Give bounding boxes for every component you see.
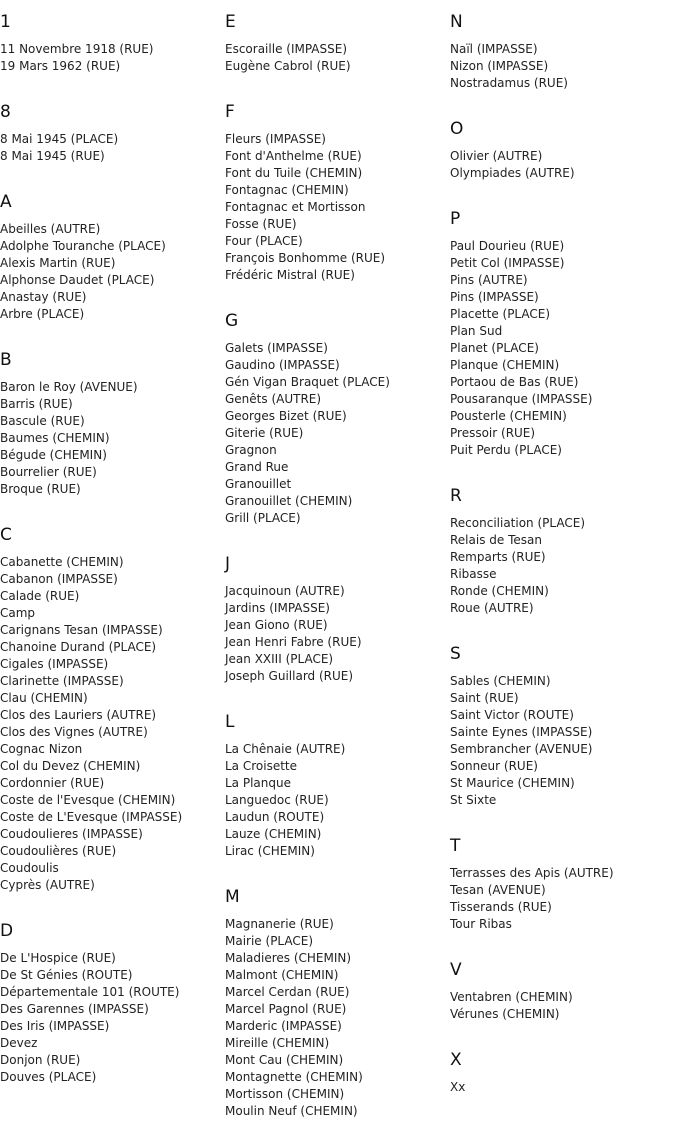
street-link[interactable]: Planet (PLACE) <box>450 341 539 355</box>
street-link[interactable]: Mont Cau (CHEMIN) <box>225 1053 344 1067</box>
street-list <box>450 989 672 1023</box>
street-link[interactable]: Ribasse <box>450 567 497 581</box>
street-link[interactable]: Marcel Pagnol (RUE) <box>225 1002 347 1016</box>
index-column-2 <box>225 0 447 1120</box>
street-link[interactable]: Saint Victor (ROUTE) <box>450 708 574 722</box>
street-link[interactable]: Roue (AUTRE) <box>450 601 534 615</box>
street-link[interactable]: Four (PLACE) <box>225 234 303 248</box>
street-link[interactable]: Bourrelier (RUE) <box>0 465 97 479</box>
street-link[interactable]: Galets (IMPASSE) <box>225 341 328 355</box>
letter-group <box>0 349 222 498</box>
street-list <box>0 554 222 894</box>
street-link[interactable]: Clarinette (IMPASSE) <box>0 674 124 688</box>
street-link[interactable]: Malmont (CHEMIN) <box>225 968 339 982</box>
street-link[interactable]: La Croisette <box>225 759 298 773</box>
letter-group <box>0 191 222 323</box>
letter-heading: G <box>225 311 239 331</box>
letter-heading: C <box>0 525 12 545</box>
street-link[interactable]: Anastay (RUE) <box>0 290 87 304</box>
street-link[interactable]: Grill (PLACE) <box>225 511 301 525</box>
letter-group <box>225 310 447 527</box>
street-link[interactable]: Calade (RUE) <box>0 589 80 603</box>
street-link[interactable]: Sonneur (RUE) <box>450 759 538 773</box>
street-link[interactable]: François Bonhomme (RUE) <box>225 251 386 265</box>
letter-heading: L <box>225 712 235 732</box>
street-link[interactable]: Georges Bizet (RUE) <box>225 409 347 423</box>
street-list <box>450 865 672 933</box>
street-list <box>225 916 447 1120</box>
street-link[interactable]: Reconciliation (PLACE) <box>450 516 585 530</box>
letter-heading: B <box>0 350 12 370</box>
street-link[interactable]: Genêts (AUTRE) <box>225 392 322 406</box>
street-link[interactable]: Magnanerie (RUE) <box>225 917 334 931</box>
street-link[interactable]: Adolphe Touranche (PLACE) <box>0 239 166 253</box>
street-link[interactable]: Donjon (RUE) <box>0 1053 81 1067</box>
street-link[interactable]: Frédéric Mistral (RUE) <box>225 268 355 282</box>
street-link[interactable]: Mireille (CHEMIN) <box>225 1036 330 1050</box>
street-link[interactable]: Olivier (AUTRE) <box>450 149 543 163</box>
street-link[interactable]: St Sixte <box>450 793 497 807</box>
street-link[interactable]: Marcel Cerdan (RUE) <box>225 985 350 999</box>
street-link[interactable]: Marderic (IMPASSE) <box>225 1019 342 1033</box>
letter-heading: D <box>0 921 14 941</box>
letter-group <box>0 920 222 1086</box>
letter-heading: T <box>450 836 461 856</box>
street-link[interactable]: Gaudino (IMPASSE) <box>225 358 340 372</box>
letter-group <box>450 643 672 809</box>
street-list <box>0 950 222 1086</box>
letter-heading: S <box>450 644 461 664</box>
street-link[interactable]: Baron le Roy (AVENUE) <box>0 380 138 394</box>
letter-group <box>450 208 672 459</box>
street-link[interactable]: Départementale 101 (ROUTE) <box>0 985 180 999</box>
letter-group <box>225 711 447 860</box>
street-link[interactable]: Joseph Guillard (RUE) <box>225 669 354 683</box>
street-link[interactable]: Jean Giono (RUE) <box>225 618 328 632</box>
street-link[interactable]: Placette (PLACE) <box>450 307 551 321</box>
street-link[interactable]: Jean XXIII (PLACE) <box>225 652 334 666</box>
letter-group <box>0 11 222 75</box>
street-link[interactable]: Pressoir (RUE) <box>450 426 536 440</box>
street-link[interactable]: Carignans Tesan (IMPASSE) <box>0 623 163 637</box>
street-link[interactable]: Font du Tuile (CHEMIN) <box>225 166 363 180</box>
street-link[interactable]: Saint (RUE) <box>450 691 519 705</box>
street-link[interactable]: Bascule (RUE) <box>0 414 85 428</box>
street-link[interactable]: Giterie (RUE) <box>225 426 304 440</box>
street-link[interactable]: Lirac (CHEMIN) <box>225 844 315 858</box>
street-list <box>450 515 672 617</box>
street-link[interactable]: Coste de L'Evesque (IMPASSE) <box>0 810 183 824</box>
street-list <box>0 131 222 165</box>
street-link[interactable]: Douves (PLACE) <box>0 1070 97 1084</box>
street-link[interactable]: Coste de l'Evesque (CHEMIN) <box>0 793 176 807</box>
street-link[interactable]: Mairie (PLACE) <box>225 934 314 948</box>
street-link[interactable]: Font d'Anthelme (RUE) <box>225 149 362 163</box>
street-link[interactable]: Pins (AUTRE) <box>450 273 528 287</box>
street-list <box>225 583 447 685</box>
street-link[interactable]: Jacquinoun (AUTRE) <box>225 584 345 598</box>
street-link[interactable]: Nizon (IMPASSE) <box>450 59 549 73</box>
street-link[interactable]: Pins (IMPASSE) <box>450 290 539 304</box>
street-link[interactable]: Escoraille (IMPASSE) <box>225 42 348 56</box>
street-link[interactable]: Cigales (IMPASSE) <box>0 657 109 671</box>
street-link[interactable]: Naïl (IMPASSE) <box>450 42 538 56</box>
street-list <box>225 340 447 527</box>
street-link[interactable]: Devez <box>0 1036 38 1050</box>
street-list <box>0 221 222 323</box>
street-link[interactable]: Granouillet <box>225 477 292 491</box>
street-link[interactable]: Moulin Neuf (CHEMIN) <box>225 1104 358 1118</box>
street-link[interactable]: Remparts (RUE) <box>450 550 546 564</box>
street-link[interactable]: De L'Hospice (RUE) <box>0 951 116 965</box>
street-link[interactable]: 19 Mars 1962 (RUE) <box>0 59 121 73</box>
street-link[interactable]: St Maurice (CHEMIN) <box>450 776 575 790</box>
street-link[interactable]: Abeilles (AUTRE) <box>0 222 101 236</box>
street-link[interactable]: Broque (RUE) <box>0 482 81 496</box>
letter-group <box>0 524 222 894</box>
street-link[interactable]: Petit Col (IMPASSE) <box>450 256 565 270</box>
street-link[interactable]: Gragnon <box>225 443 277 457</box>
index-column-1 <box>0 0 222 1086</box>
street-link[interactable]: Planque (CHEMIN) <box>450 358 560 372</box>
street-list <box>450 673 672 809</box>
street-list <box>0 379 222 498</box>
street-link[interactable]: Clos des Lauriers (AUTRE) <box>0 708 157 722</box>
letter-heading: P <box>450 209 461 229</box>
street-link[interactable]: Terrasses des Apis (AUTRE) <box>450 866 614 880</box>
street-link[interactable]: 8 Mai 1945 (PLACE) <box>0 132 119 146</box>
street-list <box>225 741 447 860</box>
letter-group <box>225 553 447 685</box>
letter-group <box>450 11 672 92</box>
street-list <box>450 148 672 182</box>
street-link[interactable]: Relais de Tesan <box>450 533 542 547</box>
letter-heading: V <box>450 960 462 980</box>
street-link[interactable]: Paul Dourieu (RUE) <box>450 239 565 253</box>
street-link[interactable]: Xx <box>450 1080 466 1094</box>
street-link[interactable]: Arbre (PLACE) <box>0 307 85 321</box>
street-link[interactable]: Lauze (CHEMIN) <box>225 827 322 841</box>
letter-heading: O <box>450 119 464 139</box>
street-link[interactable]: Puit Perdu (PLACE) <box>450 443 562 457</box>
street-link[interactable]: Coudoulières (RUE) <box>0 844 117 858</box>
street-link[interactable]: Cabanette (CHEMIN) <box>0 555 124 569</box>
letter-heading: N <box>450 12 463 32</box>
street-link[interactable]: Olympiades (AUTRE) <box>450 166 575 180</box>
street-link[interactable]: Jardins (IMPASSE) <box>225 601 330 615</box>
letter-heading: E <box>225 12 236 32</box>
letter-heading: F <box>225 102 235 122</box>
street-link[interactable]: Clos des Vignes (AUTRE) <box>0 725 148 739</box>
street-link[interactable]: Cognac Nizon <box>0 742 83 756</box>
letter-heading: X <box>450 1050 462 1070</box>
letter-group <box>225 101 447 284</box>
street-link[interactable]: Plan Sud <box>450 324 503 338</box>
street-link[interactable]: Laudun (ROUTE) <box>225 810 325 824</box>
street-link[interactable]: Portaou de Bas (RUE) <box>450 375 579 389</box>
street-link[interactable]: Camp <box>0 606 36 620</box>
street-link[interactable]: Languedoc (RUE) <box>225 793 329 807</box>
street-link[interactable]: Sembrancher (AVENUE) <box>450 742 593 756</box>
street-list <box>225 41 447 75</box>
street-link[interactable]: 11 Novembre 1918 (RUE) <box>0 42 154 56</box>
street-link[interactable]: Montagnette (CHEMIN) <box>225 1070 363 1084</box>
street-link[interactable]: La Chênaie (AUTRE) <box>225 742 346 756</box>
street-link[interactable]: La Planque <box>225 776 291 790</box>
street-link[interactable]: Baumes (CHEMIN) <box>0 431 110 445</box>
street-list <box>450 41 672 92</box>
letter-group <box>225 11 447 75</box>
street-link[interactable]: Des Iris (IMPASSE) <box>0 1019 110 1033</box>
street-link[interactable]: Barris (RUE) <box>0 397 73 411</box>
street-link[interactable]: Bégude (CHEMIN) <box>0 448 107 462</box>
street-link[interactable]: Ventabren (CHEMIN) <box>450 990 573 1004</box>
street-link[interactable]: Grand Rue <box>225 460 289 474</box>
street-link[interactable]: Alphonse Daudet (PLACE) <box>0 273 155 287</box>
street-link[interactable]: 8 Mai 1945 (RUE) <box>0 149 105 163</box>
street-link[interactable]: Pousterle (CHEMIN) <box>450 409 567 423</box>
street-link[interactable]: Nostradamus (RUE) <box>450 76 568 90</box>
street-link[interactable]: Cabanon (IMPASSE) <box>0 572 118 586</box>
street-link[interactable]: Eugène Cabrol (RUE) <box>225 59 351 73</box>
street-list <box>0 41 222 75</box>
street-link[interactable]: Alexis Martin (RUE) <box>0 256 116 270</box>
street-link[interactable]: Chanoine Durand (PLACE) <box>0 640 157 654</box>
letter-heading: 1 <box>0 12 11 32</box>
street-link[interactable]: Mortisson (CHEMIN) <box>225 1087 345 1101</box>
letter-heading: A <box>0 192 12 212</box>
letter-heading: J <box>225 554 231 574</box>
letter-group <box>450 1049 672 1096</box>
street-link[interactable]: Fontagnac (CHEMIN) <box>225 183 349 197</box>
street-link[interactable]: Des Garennes (IMPASSE) <box>0 1002 149 1016</box>
street-link[interactable]: Tour Ribas <box>450 917 512 931</box>
street-link[interactable]: De St Génies (ROUTE) <box>0 968 133 982</box>
street-link[interactable]: Pousaranque (IMPASSE) <box>450 392 593 406</box>
street-link[interactable]: Col du Devez (CHEMIN) <box>0 759 141 773</box>
street-link[interactable]: Fleurs (IMPASSE) <box>225 132 326 146</box>
letter-heading: 8 <box>0 102 11 122</box>
street-link[interactable]: Cyprès (AUTRE) <box>0 878 95 892</box>
street-link[interactable]: Coudoulieres (IMPASSE) <box>0 827 143 841</box>
street-list <box>450 1079 672 1096</box>
street-link[interactable]: Granouillet (CHEMIN) <box>225 494 353 508</box>
letter-group <box>450 485 672 617</box>
street-link[interactable]: Tesan (AVENUE) <box>450 883 546 897</box>
street-link[interactable]: Clau (CHEMIN) <box>0 691 88 705</box>
letter-group <box>450 118 672 182</box>
street-link[interactable]: Jean Henri Fabre (RUE) <box>225 635 362 649</box>
street-link[interactable]: Tisserands (RUE) <box>450 900 552 914</box>
letter-heading: M <box>225 887 240 907</box>
street-link[interactable]: Sables (CHEMIN) <box>450 674 551 688</box>
letter-group <box>450 959 672 1023</box>
street-list <box>450 238 672 459</box>
street-list <box>225 131 447 284</box>
letter-group <box>450 835 672 933</box>
street-link[interactable]: Ronde (CHEMIN) <box>450 584 549 598</box>
letter-heading: R <box>450 486 462 506</box>
street-link[interactable]: Maladieres (CHEMIN) <box>225 951 352 965</box>
index-column-3 <box>450 0 672 1096</box>
letter-group <box>225 886 447 1120</box>
street-link[interactable]: Vérunes (CHEMIN) <box>450 1007 560 1021</box>
street-link[interactable]: Coudoulis <box>0 861 59 875</box>
street-link[interactable]: Fontagnac et Mortisson <box>225 200 366 214</box>
street-link[interactable]: Sainte Eynes (IMPASSE) <box>450 725 593 739</box>
street-link[interactable]: Fosse (RUE) <box>225 217 297 231</box>
letter-group <box>0 101 222 165</box>
street-link[interactable]: Cordonnier (RUE) <box>0 776 105 790</box>
street-link[interactable]: Gén Vigan Braquet (PLACE) <box>225 375 390 389</box>
